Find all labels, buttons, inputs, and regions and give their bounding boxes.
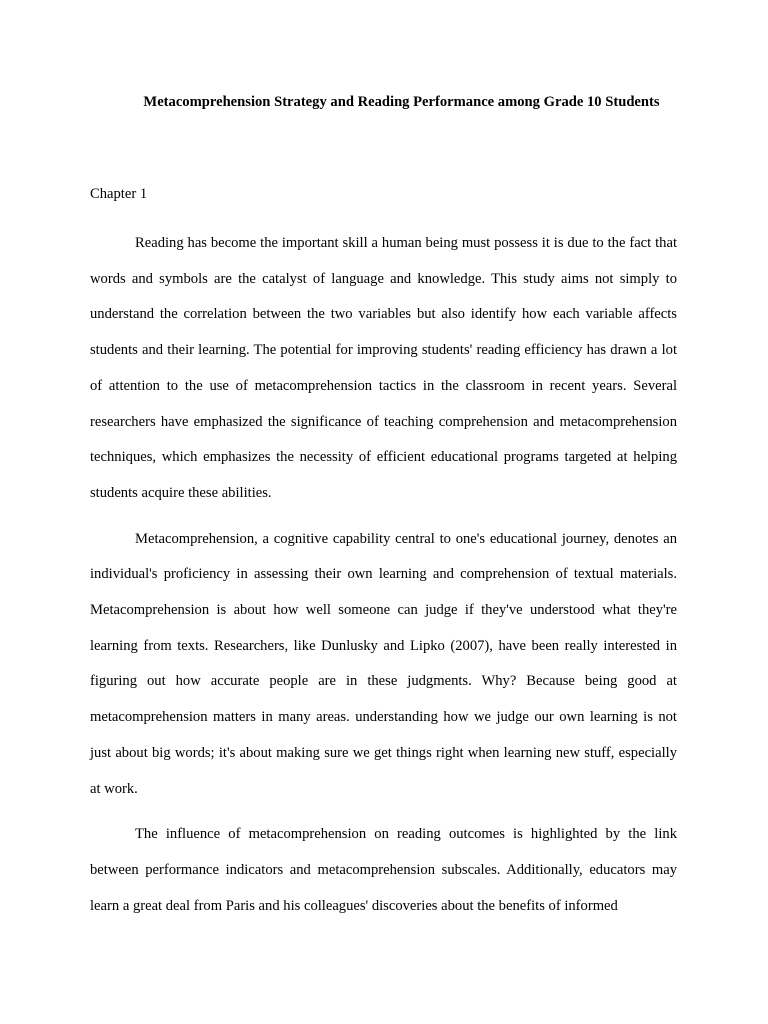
chapter-heading: Chapter 1 bbox=[90, 186, 148, 202]
paragraph-2: Metacomprehension, a cognitive capability central to one's educational journey, denotes an individual's proficiency in assessing their own learning and comprehension of textual materials. Metacomprehension is about how well someone can judge if they've understood what they're learning from texts. Researchers, like Dunlusky and Lipko (2007), have been really interested in figuring out how accurate people are in these judgments. Why? Because being good at metacomprehension matters in many areas. understanding how we judge our own learning is not just about big words; it's about making sure we get things right when learning new stuff, especially at work. bbox=[90, 530, 677, 797]
paragraph-3: The influence of metacomprehension on reading outcomes is highlighted by the link between performance indicators and metacomprehension subscales. Additionally, educators may learn a great deal from Paris and his colleagues' discoveries about the benefits of informed bbox=[90, 826, 677, 914]
document-body bbox=[90, 226, 677, 934]
paragraph-1: Reading has become the important skill a human being must possess it is due to the fact that words and symbols are the catalyst of language and knowledge. This study aims not simply to understand the correlation between the two variables but also identify how each variable affects students and their learning. The potential for improving students' reading efficiency has drawn a lot of attention to the use of metacomprehension tactics in the classroom in recent years. Several researchers have emphasized the significance of teaching comprehension and metacomprehension techniques, which emphasizes the necessity of efficient educational programs targeted at helping students acquire these abilities. bbox=[90, 235, 677, 501]
document-title: Metacomprehension Strategy and Reading Performance among Grade 10 Students bbox=[143, 94, 660, 110]
